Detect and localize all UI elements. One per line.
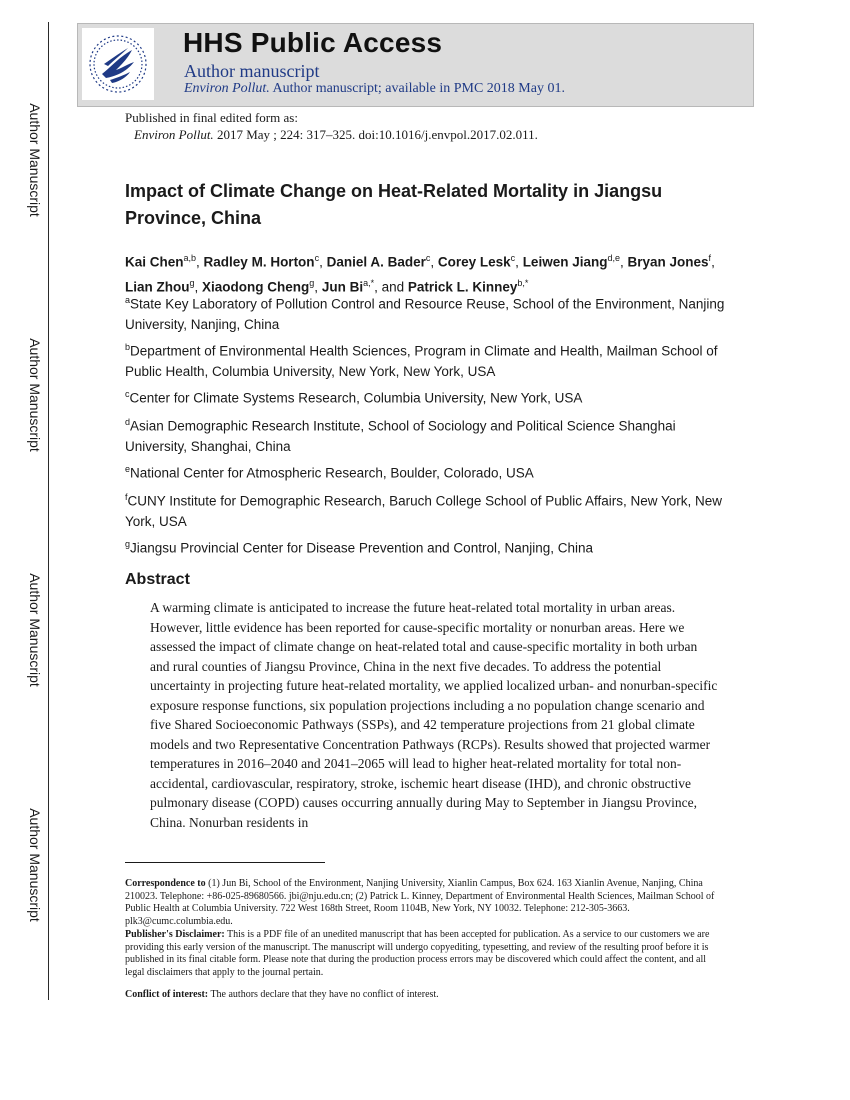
author: Patrick L. Kinney (407, 279, 518, 294)
affiliation-text: Department of Environmental Health Sciences, Program in Climate and Health, Mailman School of Public Health, Columbia University, New York, New York, USA (125, 343, 718, 379)
author-sep: , (515, 254, 523, 270)
author-sep: , and (374, 279, 408, 294)
citation-journal: Environ Pollut. (134, 127, 214, 142)
disclaimer-text: This is a PDF file of an unedited manuscript that has been accepted for publication. As a service to our customers we are providing this early version of the manuscript. The manuscript will undergo copyediting, typesetting, and review of the resulting proof before it is published in its final citable form. Please note that during the production process errors may be discovered which could affect the content, and all legal disclaimers that apply to the journal pertain. (125, 929, 710, 978)
author-sep: , (314, 279, 322, 294)
correspondence-text: (1) Jun Bi, School of the Environment, Nanjing University, Xianlin Campus, Box 624. 163 Xianlin Avenue, Nanjing, China 210023. Telephone: +86-025-89680566. jbi@nju.edu.cn; (2) Patrick L. Kinney, Department of Environmental Health Sciences, Mailman School of Public Health at Columbia University. 722 West 168th Street, Room 1104B, New York, NY 10032. Telephone: 212-305-3663. plk3@cumc.columbia.edu. (125, 878, 715, 927)
affiliation-text: Asian Demographic Research Institute, School of Sociology and Political Science Shanghai University, Shanghai, China (125, 418, 676, 454)
journal-availability (184, 81, 565, 97)
side-label-4: Author Manuscript (27, 808, 43, 922)
author-sup: g (189, 277, 195, 288)
author-manuscript-label: Author manuscript (184, 61, 320, 81)
author-sup: c (510, 253, 516, 263)
affiliation-g (125, 534, 725, 559)
author-sep: , (711, 254, 715, 270)
affiliation-sup: b (125, 342, 131, 352)
journal-name: Environ Pollut. (184, 81, 270, 96)
author-sup: a,* (363, 277, 375, 288)
affiliation-b (125, 337, 725, 382)
affiliation-f (125, 487, 725, 532)
affiliation-text: State Key Laboratory of Pollution Control and Resource Reuse, School of the Environment, Nanjing University, Nanjing, China (125, 296, 725, 332)
author: Daniel A. Bader (326, 254, 426, 270)
author-sep: , (619, 254, 628, 270)
published-label: Published in final edited form as: (125, 110, 298, 125)
citation-details: 2017 May ; 224: 317–325. doi:10.1016/j.envpol.2017.02.011. (213, 127, 538, 142)
affiliation-text: Jiangsu Provincial Center for Disease Prevention and Control, Nanjing, China (130, 540, 594, 556)
author: Radley M. Horton (203, 254, 315, 270)
hhs-title: HHS Public Access (183, 27, 443, 58)
citation (134, 127, 538, 143)
affiliation-d (125, 412, 725, 457)
affiliation-sup: g (125, 539, 131, 549)
author: Corey Lesk (437, 254, 511, 270)
author-sup: f (708, 253, 712, 263)
disclaimer-label: Publisher's Disclaimer: (125, 929, 225, 940)
affiliation-sup: f (125, 492, 128, 502)
author: Leiwen Jiang (522, 254, 608, 270)
correspondence-label: Correspondence to (125, 878, 206, 889)
author-sup: d,e (607, 253, 620, 263)
author-sep: , (430, 254, 438, 270)
abstract-heading: Abstract (125, 571, 190, 588)
availability-text: Author manuscript; available in PMC 2018 May 01. (269, 81, 565, 96)
author-sep: , (194, 279, 203, 294)
author-sep: , (319, 254, 327, 270)
author-sup: c (425, 253, 431, 263)
affiliation-e (125, 459, 725, 484)
author: Bryan Jones (627, 254, 709, 270)
side-label-2: Author Manuscript (27, 338, 43, 452)
author: Jun Bi (321, 279, 364, 294)
publisher-disclaimer (125, 929, 721, 979)
affiliation-text: National Center for Atmospheric Research, Boulder, Colorado, USA (130, 465, 534, 481)
author: Lian Zhou (125, 279, 190, 294)
author-sep: , (196, 254, 204, 270)
conflict-note (125, 989, 721, 1002)
affiliation-sup: c (125, 389, 130, 399)
author: Kai Chen (125, 254, 184, 270)
affiliation-text: Center for Climate Systems Research, Columbia University, New York, USA (129, 390, 583, 406)
author: Xiaodong Cheng (202, 279, 310, 294)
affiliation-sup: e (125, 464, 131, 474)
conflict-label: Conflict of interest: (125, 989, 209, 1000)
affiliation-c (125, 384, 725, 409)
footnote-rule (125, 862, 325, 863)
hhs-eagle-logo-icon (82, 28, 154, 100)
article-title: Impact of Climate Change on Heat-Related Mortality in Jiangsu Province, China (125, 181, 663, 228)
author-sup: c (314, 253, 320, 263)
side-rule (48, 22, 49, 1000)
abstract-text: A warming climate is anticipated to increase the future heat-related total mortality in urban areas. However, little evidence has been reported for cause-specific mortality or nonurban areas. Here we assessed the impact of climate change on heat-related total and cause-specific mortality in both urban and rural counties of Jiangsu Province, China in the next five decades. To address the potential uncertainty in projecting future heat-related mortality, we applied localized urban- and nonurban-specific exposure response functions, six population projections including a no population change scenario and five Shared Socioeconomic Pathways (SSPs), and 42 temperature projections from 21 global climate models and two Representative Concentration Pathways (RCPs). Results showed that projected warmer temperatures in 2016–2040 and 2041–2065 will lead to higher heat-related mortality for total non-accidental, cardiovascular, respiratory, stroke, ischemic heart disease (IHD), and chronic obstructive pulmonary disease (COPD) causes occurring annually during May to September in Jiangsu Province, China. Nonurban residents in (150, 600, 718, 830)
author-sup: g (309, 277, 315, 288)
side-label-3: Author Manuscript (27, 573, 43, 687)
affiliation-a (125, 290, 725, 335)
affiliation-text: CUNY Institute for Demographic Research, Baruch College School of Public Affairs, New York, New York, USA (125, 493, 723, 529)
affiliation-sup: d (125, 417, 131, 427)
conflict-text: The authors declare that they have no conflict of interest. (208, 989, 439, 1000)
correspondence-note (125, 878, 721, 928)
side-label-1: Author Manuscript (27, 103, 43, 217)
author-sup: a,b (183, 253, 197, 263)
author-sup: b,* (517, 277, 529, 288)
affiliation-sup: a (125, 295, 131, 305)
